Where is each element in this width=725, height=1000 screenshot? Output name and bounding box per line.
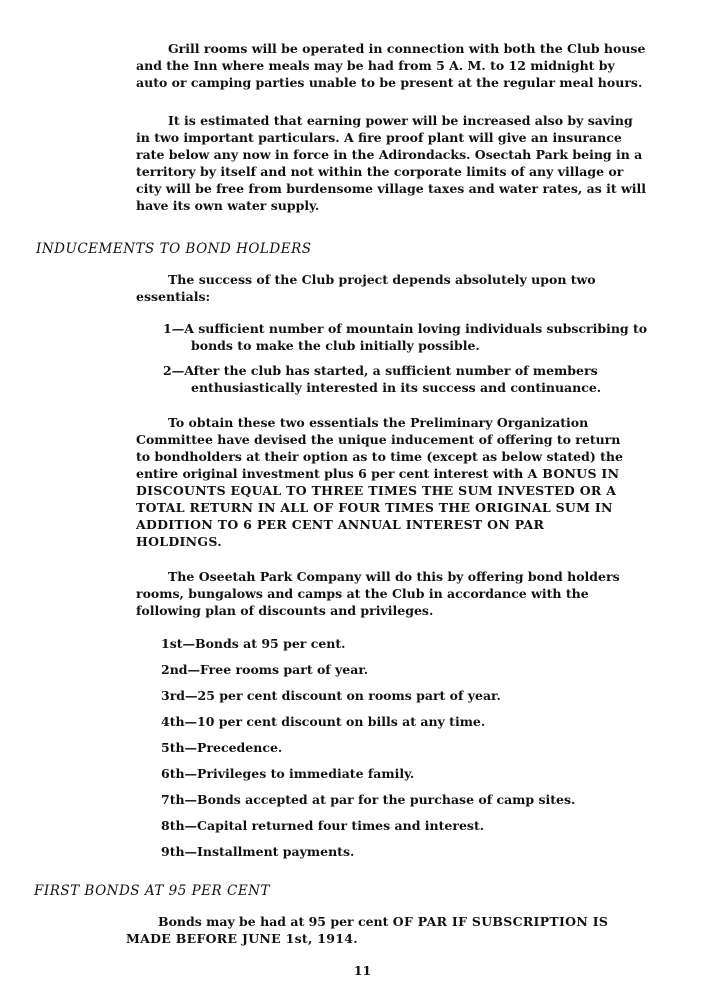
paragraph-success-intro: The success of the Club project depends absolutely upon two essentials: — [136, 272, 596, 304]
first-bonds-text: Bonds may be had at 95 per cent — [158, 914, 389, 929]
heading-inducements: INDUCEMENTS TO BOND HOLDERS — [36, 241, 312, 257]
paragraph-company-offer: The Oseetah Park Company will do this by offering bond holders rooms, bungalows and camps at the Club in accordance with the following plan of discounts and privileges. — [136, 569, 620, 618]
obtain-text: To obtain these two essentials the Preliminary Organization Committee have devised the unique inducement of offering to return to bondholders at their option as to time (except as below stated) the entire original investment plus 6 per cent interest with — [136, 415, 623, 481]
first-bonds-caps: OF PAR IF SUBSCRIPTION IS MADE BEFORE JUNE 1st, 1914. — [126, 914, 609, 946]
heading-first-bonds: FIRST BONDS AT 95 PER CENT — [34, 883, 270, 899]
page-number: 11 — [353, 963, 372, 978]
privilege-item-4: 4th—10 per cent discount on bills at any time. — [161, 714, 486, 729]
paragraph-first-bonds — [126, 913, 646, 947]
privilege-item-9: 9th—Installment payments. — [161, 844, 355, 859]
privilege-item-2: 2nd—Free rooms part of year. — [161, 662, 369, 677]
essential-item-2: 2—After the club has started, a sufficient number of members enthusiastically interested in its success and continuance. — [163, 363, 602, 395]
privilege-item-3: 3rd—25 per cent discount on rooms part of year. — [161, 688, 501, 703]
paragraph-earning-power: It is estimated that earning power will be increased also by saving in two important particulars. A fire proof plant will give an insurance rate below any now in force in the Adirondacks. Osectah Park being in a territory by itself and not within the corporate limits of any village or city will be free from burdensome village taxes and water rates, as it will have its own water supply. — [136, 113, 646, 213]
paragraph-obtain-essentials — [136, 414, 634, 550]
privilege-item-6: 6th—Privileges to immediate family. — [161, 766, 415, 781]
privilege-item-1: 1st—Bonds at 95 per cent. — [161, 636, 346, 651]
obtain-bonus-caps: A BONUS IN DISCOUNTS EQUAL TO THREE TIMES THE SUM INVESTED OR A TOTAL RETURN IN ALL OF FOUR TIMES THE ORIGINAL SUM IN ADDITION TO 6 PER CENT ANNUAL INTEREST ON PAR HOLDINGS. — [136, 466, 620, 549]
privilege-item-8: 8th—Capital returned four times and interest. — [161, 818, 485, 833]
privilege-item-5: 5th—Precedence. — [161, 740, 283, 755]
paragraph-grill-rooms: Grill rooms will be operated in connection with both the Club house and the Inn where meals may be had from 5 A. M. to 12 midnight by auto or camping parties unable to be present at the regular meal hours. — [136, 41, 646, 90]
essential-item-1: 1—A sufficient number of mountain loving individuals subscribing to bonds to make the club initially possible. — [163, 321, 648, 353]
privilege-item-7: 7th—Bonds accepted at par for the purchase of camp sites. — [161, 792, 576, 807]
